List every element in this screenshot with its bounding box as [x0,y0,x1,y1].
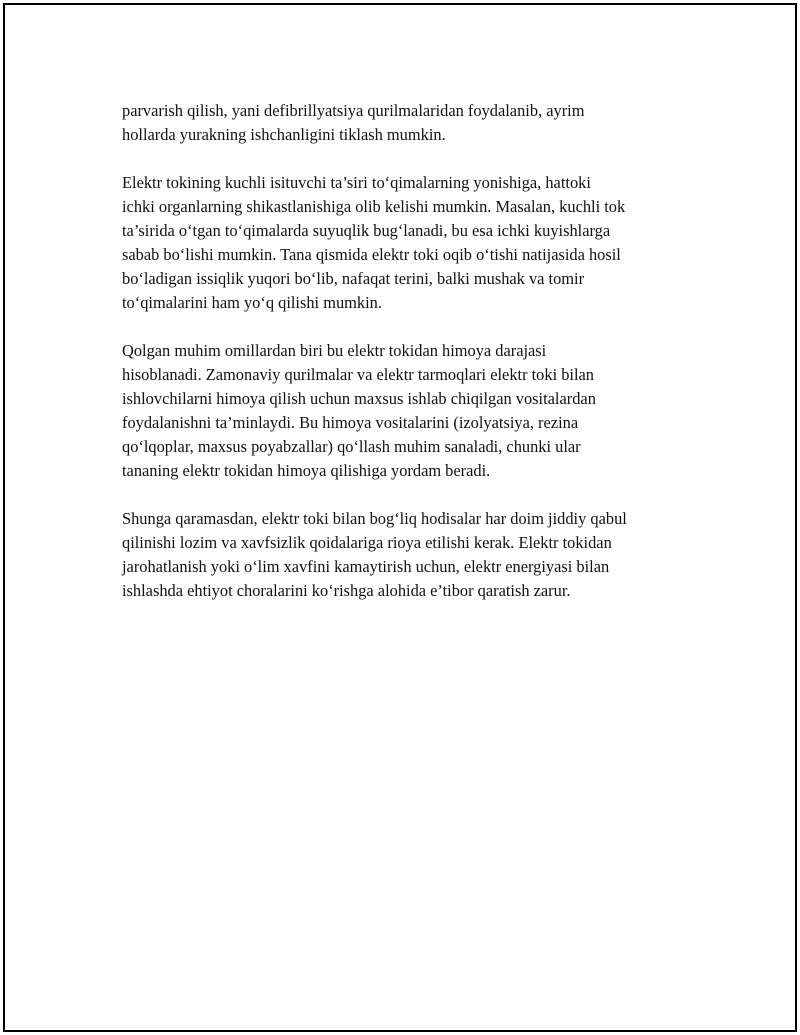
text-line: sabab bo‘lishi mumkin. Tana qismida elektr toki oqib o‘tishi natijasida hosil [122,245,621,264]
text-line: bo‘ladigan issiqlik yuqori bo‘lib, nafaqat terini, balki mushak va tomir [122,269,585,288]
document-body [122,99,707,627]
text-line: hollarda yurakning ishchanligini tiklash mumkin. [122,125,446,144]
page-frame [3,3,797,1032]
text-line: Shunga qaramasdan, elektr toki bilan bog‘liq hodisalar har doim jiddiy qabul [122,509,627,528]
text-line: hisoblanadi. Zamonaviy qurilmalar va elektr tarmoqlari elektr toki bilan [122,365,594,384]
text-line: ishlovchilarni himoya qilish uchun maxsus ishlab chiqilgan vositalardan [122,389,596,408]
text-line: tananing elektr tokidan himoya qilishiga yordam beradi. [122,461,491,480]
paragraph-4 [122,507,707,603]
text-line: ishlashda ehtiyot choralarini ko‘rishga alohida e’tibor qaratish zarur. [122,581,571,600]
text-line: ta’sirida o‘tgan to‘qimalarda suyuqlik bug‘lanadi, bu esa ichki kuyishlarga [122,221,611,240]
text-line: jarohatlanish yoki o‘lim xavfini kamaytirish uchun, elektr energiyasi bilan [122,557,610,576]
text-line: parvarish qilish, yani defibrillyatsiya qurilmalaridan foydalanib, ayrim [122,101,585,120]
paragraph-3 [122,339,707,483]
text-line: Qolgan muhim omillardan biri bu elektr tokidan himoya darajasi [122,341,547,360]
text-line: qo‘lqoplar, maxsus poyabzallar) qo‘llash muhim sanaladi, chunki ular [122,437,581,456]
text-line: to‘qimalarini ham yo‘q qilishi mumkin. [122,293,382,312]
paragraph-1 [122,99,707,147]
text-line: ichki organlarning shikastlanishiga olib kelishi mumkin. Masalan, kuchli tok [122,197,626,216]
paragraph-2 [122,171,707,315]
text-line: qilinishi lozim va xavfsizlik qoidalariga rioya etilishi kerak. Elektr tokidan [122,533,612,552]
text-line: Elektr tokining kuchli isituvchi ta’siri to‘qimalarning yonishiga, hattoki [122,173,591,192]
text-line: foydalanishni ta’minlaydi. Bu himoya vositalarini (izolyatsiya, rezina [122,413,579,432]
